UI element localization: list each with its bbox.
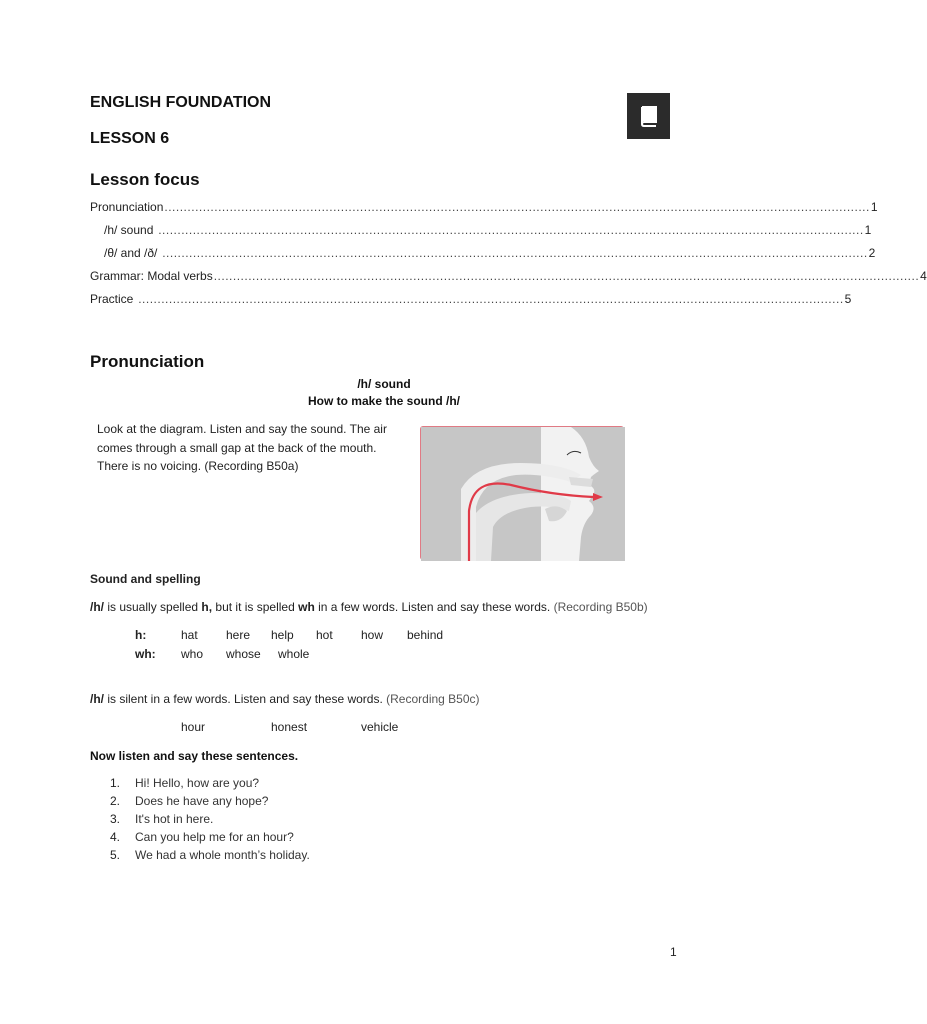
book-icon <box>627 93 670 139</box>
row-wh-label: wh: <box>135 647 156 661</box>
word: whose <box>226 647 261 661</box>
list-number: 4. <box>110 830 121 844</box>
list-number: 3. <box>110 812 121 826</box>
mouth-diagram <box>420 426 624 560</box>
list-text: Hi! Hello, how are you? <box>135 776 260 790</box>
text-fragment: but it is spelled <box>212 600 299 614</box>
table-of-contents <box>90 200 927 315</box>
bold-wh: wh <box>298 600 315 614</box>
toc-label: /θ/ and /ð/ <box>104 246 158 260</box>
course-title: ENGLISH FOUNDATION <box>90 94 272 111</box>
recording-ref: (Recording B50c) <box>386 692 480 706</box>
intro-text: Look at the diagram. Listen and say the sound. The air comes through a small gap at the back of the mouth. There is no voicing. (Recording B50a) <box>97 422 387 473</box>
toc-item[interactable] <box>90 292 852 315</box>
toc-leader: ........................................................................................................................................................................................ <box>154 223 864 237</box>
pronunciation-heading: Pronunciation <box>90 352 205 371</box>
section-subtitle: How to make the sound /h/ <box>307 394 460 408</box>
word: how <box>361 628 384 642</box>
word: who <box>181 647 204 661</box>
word: hat <box>181 628 198 642</box>
list-text: Can you help me for an hour? <box>135 830 294 844</box>
list-text: It's hot in here. <box>135 812 214 826</box>
phoneme-h: /h/ <box>90 600 104 614</box>
list-number: 1. <box>110 776 121 790</box>
toc-item[interactable] <box>90 269 927 292</box>
toc-label: Practice <box>90 292 134 306</box>
text-fragment: is usually spelled <box>104 600 202 614</box>
list-text: We had a whole month’s holiday. <box>135 848 310 862</box>
list-number: 5. <box>110 848 121 862</box>
recording-ref: (Recording B50b) <box>553 600 648 614</box>
toc-item[interactable] <box>90 200 878 223</box>
word: hot <box>316 628 333 642</box>
toc-item[interactable] <box>90 246 876 269</box>
toc-item[interactable] <box>90 223 872 246</box>
toc-page: 5 <box>844 292 852 306</box>
word: behind <box>407 628 444 642</box>
silent-paragraph <box>90 692 480 706</box>
toc-leader: ........................................................................................................................................................................................ <box>213 269 920 283</box>
toc-leader: ........................................................................................................................................................................................ <box>134 292 844 306</box>
list-number: 2. <box>110 794 121 808</box>
row-h-label: h: <box>135 628 147 642</box>
word: help <box>271 628 294 642</box>
list-text: Does he have any hope? <box>135 794 269 808</box>
toc-leader: ........................................................................................................................................................................................ <box>164 200 870 214</box>
lesson-focus-heading: Lesson focus <box>90 170 200 189</box>
list-item <box>110 848 310 866</box>
lesson-title: LESSON 6 <box>90 130 170 147</box>
spelling-paragraph <box>90 600 648 614</box>
toc-label: Grammar: Modal verbs <box>90 269 213 283</box>
page-number: 1 <box>670 945 677 959</box>
sound-spelling-heading: Sound and spelling <box>90 572 201 586</box>
toc-label: Pronunciation <box>90 200 164 214</box>
word: whole <box>278 647 310 661</box>
list-item <box>110 776 310 794</box>
toc-page: 1 <box>864 223 872 237</box>
word: hour <box>181 720 206 734</box>
word: honest <box>271 720 308 734</box>
word: vehicle <box>361 720 399 734</box>
list-item <box>110 794 310 812</box>
list-item <box>110 812 310 830</box>
list-item <box>110 830 310 848</box>
toc-label: /h/ sound <box>104 223 154 237</box>
sentence-list <box>110 776 310 866</box>
toc-leader: ........................................................................................................................................................................................ <box>158 246 868 260</box>
text-fragment: is silent in a few words. Listen and say these words. <box>104 692 387 706</box>
bold-h: h, <box>201 600 213 614</box>
toc-page: 4 <box>920 269 927 283</box>
toc-page: 2 <box>868 246 876 260</box>
sentences-heading: Now listen and say these sentences. <box>90 749 299 763</box>
text-fragment: in a few words. Listen and say these words. <box>314 600 554 614</box>
section-title: /h/ sound <box>357 377 411 391</box>
word: here <box>226 628 251 642</box>
phoneme-h: /h/ <box>90 692 104 706</box>
toc-page: 1 <box>870 200 878 214</box>
